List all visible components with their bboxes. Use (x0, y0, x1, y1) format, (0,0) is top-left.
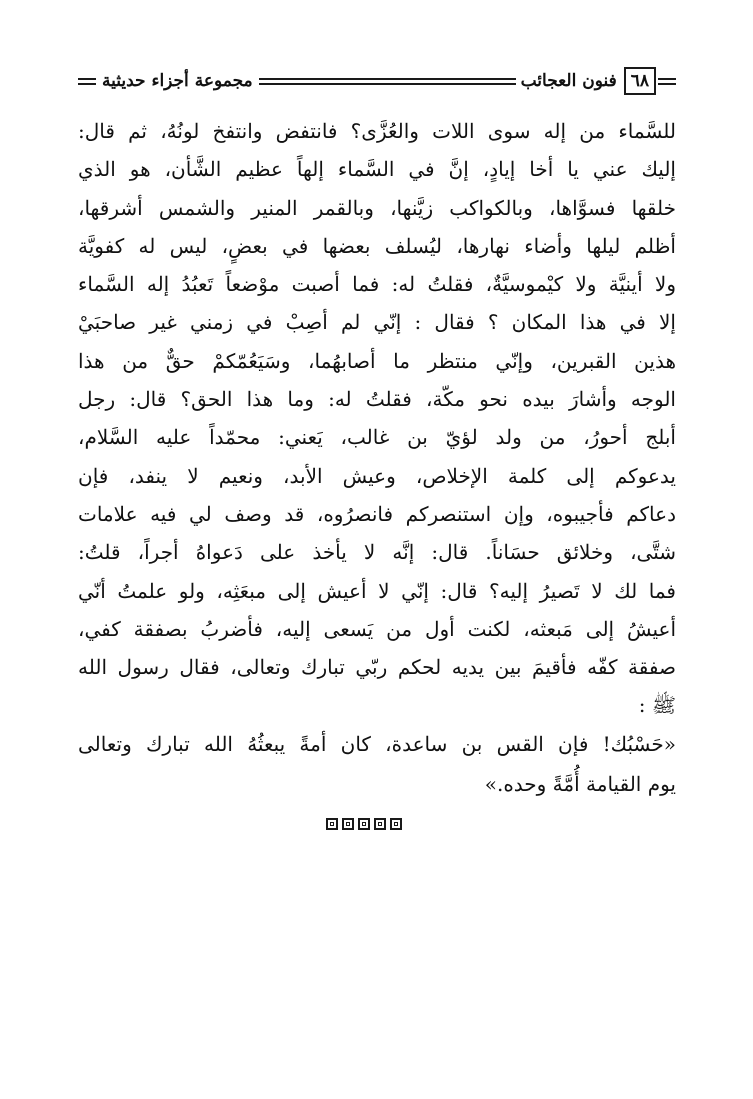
hadith-line: «حَسْبُك! فإن القس بن ساعدة، كان أمةً يبعثُهُ الله تبارك وتعالى (78, 732, 676, 756)
hadith-quote (78, 724, 676, 804)
page-number: ٦٨ (624, 67, 656, 95)
text-line: هذين القبرين، وإنّي منتظر ما أصابهُما، وسَيَعُمّكمْ حقٌّ من هذا (78, 348, 676, 373)
text-line: صفقة كفّه فأقيمَ بين يديه لحكم ربّي تبارك وتعالى، فقال رسول الله (78, 655, 676, 680)
text-line: الوجه وأشارَ بيده نحو مكّة، فقلتُ له: وما هذا الحق؟ قال: رجل (78, 387, 676, 412)
text-line: أعيشُ إلى مَبعثه، لكنت أول من يَسعى إليه، فأضربُ بصفقة كفي، (78, 616, 676, 641)
text-line: خلقها فسوَّاها، وبالكواكب زيَّنها، وبالقمر المنير والشمس أشرقها، (78, 195, 676, 220)
square-ornament-icon (358, 818, 370, 830)
section-separator (326, 818, 402, 830)
square-ornament-icon (342, 818, 354, 830)
header-rule-middle (259, 78, 516, 85)
hadith-line: يوم القيامة أُمَّةً وحده.» (484, 772, 676, 796)
running-header (78, 66, 676, 96)
text-line: إليك عني يا أخا إيادٍ، إنَّ في السَّماء إلهاً عظيم الشَّأن، هو الذي (78, 157, 676, 182)
text-line: دعاكم فأجيبوه، وإن استنصركم فانصرُوه، قد وصف لي فيه علامات (78, 501, 676, 526)
series-title: مجموعة أجزاء حديثية (102, 71, 253, 91)
square-ornament-icon (374, 818, 386, 830)
text-line-salutation: ﷺ : (638, 693, 676, 718)
square-ornament-icon (390, 818, 402, 830)
text-line: شتَّى، وخلائق حسَاناً. قال: إنَّه لا يأخذ على دَعواهُ أجراً، قلتُ: (78, 540, 676, 565)
text-line: أظلم ليلها وأضاء نهارها، ليُسلف بعضها في بعضٍ، ليس له كفويَّة (78, 233, 676, 258)
main-paragraph (78, 112, 676, 725)
book-title: فنون العجائب (520, 71, 617, 91)
text-line: فما لك لا تَصيرُ إليه؟ قال: إنّي لا أعيش إلى مبعَثِه، ولو علمتُ أنّي (78, 578, 676, 603)
text-line: ولا أينيَّة ولا كيْموسيَّةٌ، فقلتُ له: فما أصبت موْضعاً تَعبُدُ إله السَّماء (78, 272, 676, 297)
text-line: للسَّماء من إله سوى اللات والعُزَّى؟ فانتفض وانتفخ لونُهُ، ثم قال: (78, 119, 676, 143)
text-line: يدعوكم إلى كلمة الإخلاص، وعيش الأبد، ونعيم لا ينفد، فإن (78, 463, 676, 488)
header-rule-left (78, 78, 96, 85)
text-line: إلا في هذا المكان ؟ فقال : إنّي لم أصِبْ في زمني غير صاحبَيْ (78, 310, 676, 335)
square-ornament-icon (326, 818, 338, 830)
header-rule-right (658, 78, 676, 85)
text-line: أبلج أحورُ، من ولد لؤيّ بن غالب، يَعني: محمّداً عليه السَّلام، (78, 425, 676, 450)
